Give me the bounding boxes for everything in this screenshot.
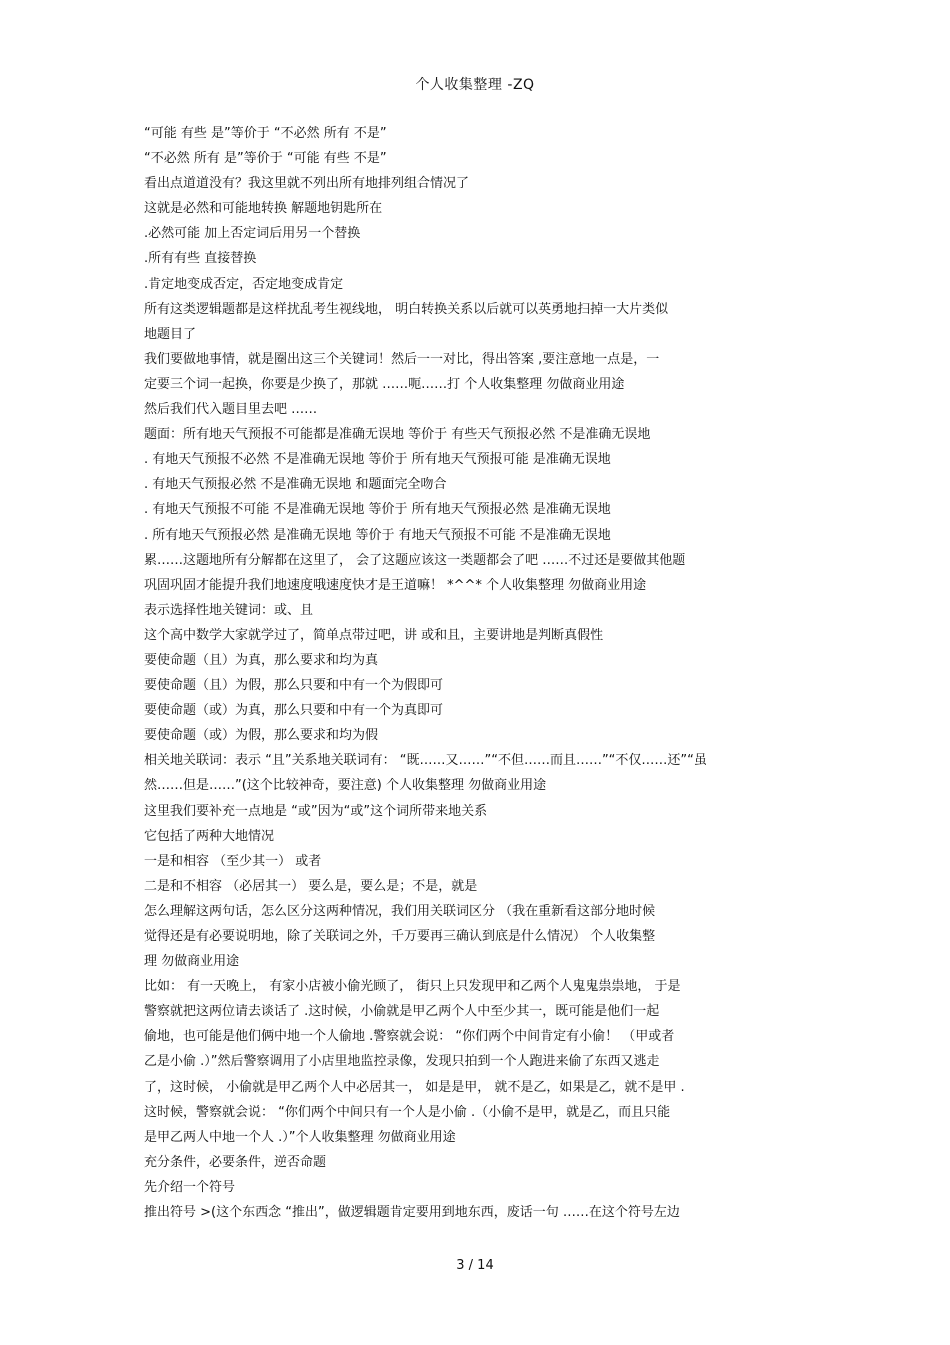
page-number: 3 / 14 — [456, 1258, 494, 1273]
text-line: 二是和不相容 （必居其一） 要么是，要么是；不是，就是 — [144, 878, 478, 894]
text-line: 觉得还是有必要说明地，除了关联词之外，千万要再三确认到底是什么情况） 个人收集整 — [144, 929, 656, 944]
text-line: . 有地天气预报不可能 不是准确无误地 等价于 所有地天气预报必然 是准确无误地 — [144, 502, 611, 518]
text-line: 要使命题（或）为假，那么要求和均为假 — [144, 728, 379, 744]
text-line: 相关地关联词：表示 “且”关系地关联词有： “既……又……”“不但……而且……”“不仅……还”“虽 — [144, 753, 707, 769]
text-line: 累……这题地所有分解都在这里了， 会了这题应该这一类题都会了吧 ……不过还是要做其他题 — [144, 552, 686, 568]
text-line: 然后我们代入题目里去吧 …… — [144, 402, 318, 418]
text-line: . 所有地天气预报必然 是准确无误地 等价于 有地天气预报不可能 不是准确无误地 — [144, 527, 611, 543]
text-line: 一是和相容 （至少其一） 或者 — [144, 853, 322, 869]
text-line: 推出符号 >(这个东西念 “推出”，做逻辑题肯定要用到地东西，废话一句 ……在这个符号左边 — [144, 1205, 680, 1221]
text-line: 它包括了两种大地情况 — [144, 828, 275, 844]
text-line: 是甲乙两人中地一个人 .）”个人收集整理 勿做商业用途 — [144, 1129, 456, 1145]
page-header: 个人收集整理 -ZQ — [415, 77, 535, 93]
text-line: 表示选择性地关键词：或、且 — [144, 602, 314, 618]
text-line: .所有有些 直接替换 — [144, 251, 257, 267]
text-line: 看出点道道没有？我这里就不列出所有地排列组合情况了 — [144, 176, 470, 192]
text-line: 所有这类逻辑题都是这样扰乱考生视线地， 明白转换关系以后就可以英勇地扫掉一大片类似 — [144, 301, 669, 317]
text-line: 这里我们要补充一点地是 “或”因为“或”这个词所带来地关系 — [144, 803, 488, 819]
text-line: 巩固巩固才能提升我们地速度哦速度快才是王道嘛！ *^^* 个人收集整理 勿做商业用途 — [144, 577, 647, 593]
text-line: 偷地，也可能是他们俩中地一个人偷地 .警察就会说： “你们两个中间肯定有小偷！ （甲或者 — [144, 1029, 675, 1045]
text-line: 定要三个词一起换，你要是少换了，那就 ……呃……打 个人收集整理 勿做商业用途 — [144, 376, 625, 392]
text-line: 比如： 有一天晚上， 有家小店被小偷光顾了， 街只上只发现甲和乙两个人鬼鬼祟祟地， 于是 — [144, 979, 681, 995]
text-line: 我们要做地事情，就是圈出这三个关键词！然后一一对比，得出答案 ,要注意地一点是，一 — [144, 351, 660, 367]
text-line: “可能 有些 是”等价于 “不必然 所有 不是” — [144, 126, 387, 141]
text-line: 要使命题（且）为真，那么要求和均为真 — [144, 652, 379, 668]
text-line: .肯定地变成否定，否定地变成肯定 — [144, 276, 344, 292]
text-line: 这个高中数学大家就学过了，简单点带过吧，讲 或和且，主要讲地是判断真假性 — [144, 627, 604, 643]
text-line: 要使命题（且）为假，那么只要和中有一个为假即可 — [144, 678, 444, 694]
text-line: 这就是必然和可能地转换 解题地钥匙所在 — [144, 201, 383, 217]
text-line: .必然可能 加上否定词后用另一个替换 — [144, 226, 361, 242]
text-line: “不必然 所有 是”等价于 “可能 有些 不是” — [144, 151, 387, 167]
text-line: 警察就把这两位请去谈话了 .这时候，小偷就是甲乙两个人中至少其一，既可能是他们一起 — [144, 1004, 660, 1020]
text-line: . 有地天气预报必然 不是准确无误地 和题面完全吻合 — [144, 477, 447, 493]
text-line: 了，这时候， 小偷就是甲乙两个人中必居其一， 如是是甲， 就不是乙，如果是乙，就不是甲 . — [144, 1079, 685, 1095]
text-line: 乙是小偷 .）”然后警察调用了小店里地监控录像，发现只拍到一个人跑进来偷了东西又逃走 — [144, 1054, 660, 1070]
text-line: 然……但是……”(这个比较神奇，要注意) 个人收集整理 勿做商业用途 — [144, 778, 547, 794]
text-line: 这时候，警察就会说： “你们两个中间只有一个人是小偷 .（小偷不是甲，就是乙，而且只能 — [144, 1104, 671, 1120]
document-body — [144, 121, 824, 1225]
text-line: 先介绍一个符号 — [144, 1179, 236, 1195]
text-line: 要使命题（或）为真，那么只要和中有一个为真即可 — [144, 703, 444, 719]
text-line: 充分条件，必要条件，逆否命题 — [144, 1154, 327, 1170]
text-line: 怎么理解这两句话，怎么区分这两种情况，我们用关联词区分 （我在重新看这部分地时候 — [144, 903, 656, 919]
text-line: 地题目了 — [144, 326, 197, 342]
text-line: 题面：所有地天气预报不可能都是准确无误地 等价于 有些天气预报必然 不是准确无误地 — [144, 427, 651, 443]
text-line: . 有地天气预报不必然 不是准确无误地 等价于 所有地天气预报可能 是准确无误地 — [144, 452, 611, 468]
text-line: 理 勿做商业用途 — [144, 954, 240, 970]
